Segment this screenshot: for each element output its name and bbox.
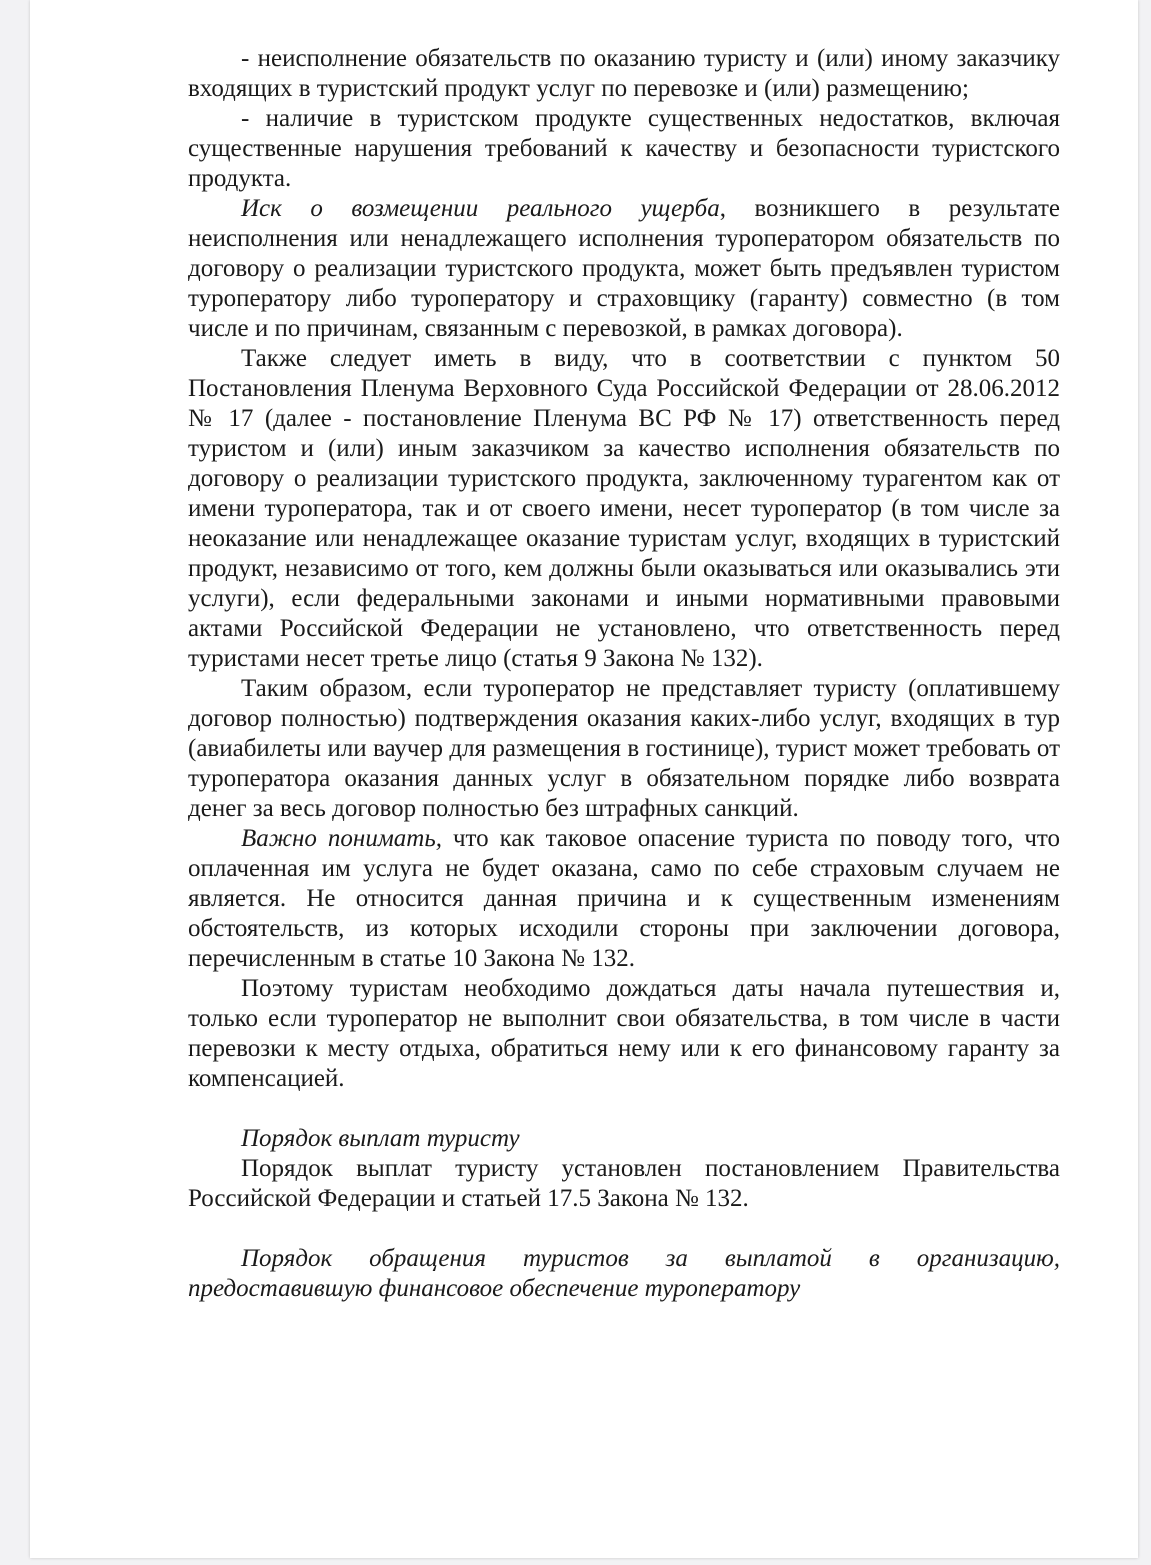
section-heading-payment-procedure: Порядок выплат туристу <box>241 1125 520 1152</box>
paragraph-thus: Таким образом, если туроператор не представляет туристу (оплатившему договор полностью) подтверждения оказания каких-либо услуг, входящих в тур (авиабилеты или ваучер для размещения в гостинице), турист может требовать от туроператора оказания данных услуг в обязательном порядке либо возврата денег за весь договор полностью без штрафных санкций. <box>188 675 1060 822</box>
paragraph-payment-procedure: Порядок выплат туристу установлен постановлением Правительства Российской Федерации и статьей 17.5 Закона № 132. <box>188 1155 1060 1212</box>
paragraph-plenum-resolution: Также следует иметь в виду, что в соответствии с пунктом 50 Постановления Пленума Верховного Суда Российской Федерации от 28.06.2012 № 17 (далее - постановление Пленума ВС РФ № 17) ответственность перед туристом и (или) иным заказчиком за качество исполнения обязательств по договору о реализации туристского продукта, заключенному турагентом как от имени туроператора, так и от своего имени, несет туроператор (в том числе за неоказание или ненадлежащее оказание туристам услуг, входящих в туристский продукт, независимо от того, кем должны были оказываться или оказывались эти услуги), если федеральными законами и иными нормативными правовыми актами Российской Федерации не установлено, что ответственность перед туристами несет третье лицо (статья 9 Закона № 132). <box>188 345 1060 672</box>
paragraph-damage-claim <box>188 194 1060 344</box>
paragraph-nonperformance: - неисполнение обязательств по оказанию туристу и (или) иному заказчику входящих в туристский продукт услуг по перевозке и (или) размещению; <box>188 45 1060 102</box>
italic-lead-important: Важно понимать, <box>241 825 442 852</box>
document-body <box>188 44 1060 1304</box>
section-heading-claim-procedure: Порядок обращения туристов за выплатой в организацию, предоставившую финансовое обеспечение туроператору <box>188 1245 1060 1302</box>
italic-lead-damage-claim: Иск о возмещении реального ущерба <box>241 195 720 222</box>
paragraph-important <box>188 824 1060 974</box>
paragraph-defects: - наличие в туристском продукте существенных недостатков, включая существенные нарушения требований к качеству и безопасности туристского продукта. <box>188 105 1060 192</box>
paragraph-therefore: Поэтому туристам необходимо дождаться даты начала путешествия и, только если туроператор не выполнит свои обязательства, в том числе в части перевозки к месту отдыха, обратиться нему или к его финансовому гаранту за компенсацией. <box>188 975 1060 1092</box>
paragraph-important-text: что как таковое опасение туриста по поводу того, что оплаченная им услуга не будет оказана, само по себе страховым случаем не является. Не относится данная причина и к существенным изменениям обстоятельств, из которых исходили стороны при заключении договора, перечисленным в статье 10 Закона № 132. <box>188 825 1060 972</box>
document-page <box>30 0 1138 1558</box>
paragraph-damage-claim-text: , возникшего в результате неисполнения или ненадлежащего исполнения туроператором обязательств по договору о реализации туристского продукта, может быть предъявлен туристом туроператору либо туроператору и страховщику (гаранту) совместно (в том числе и по причинам, связанным с перевозкой, в рамках договора). <box>188 195 1060 342</box>
